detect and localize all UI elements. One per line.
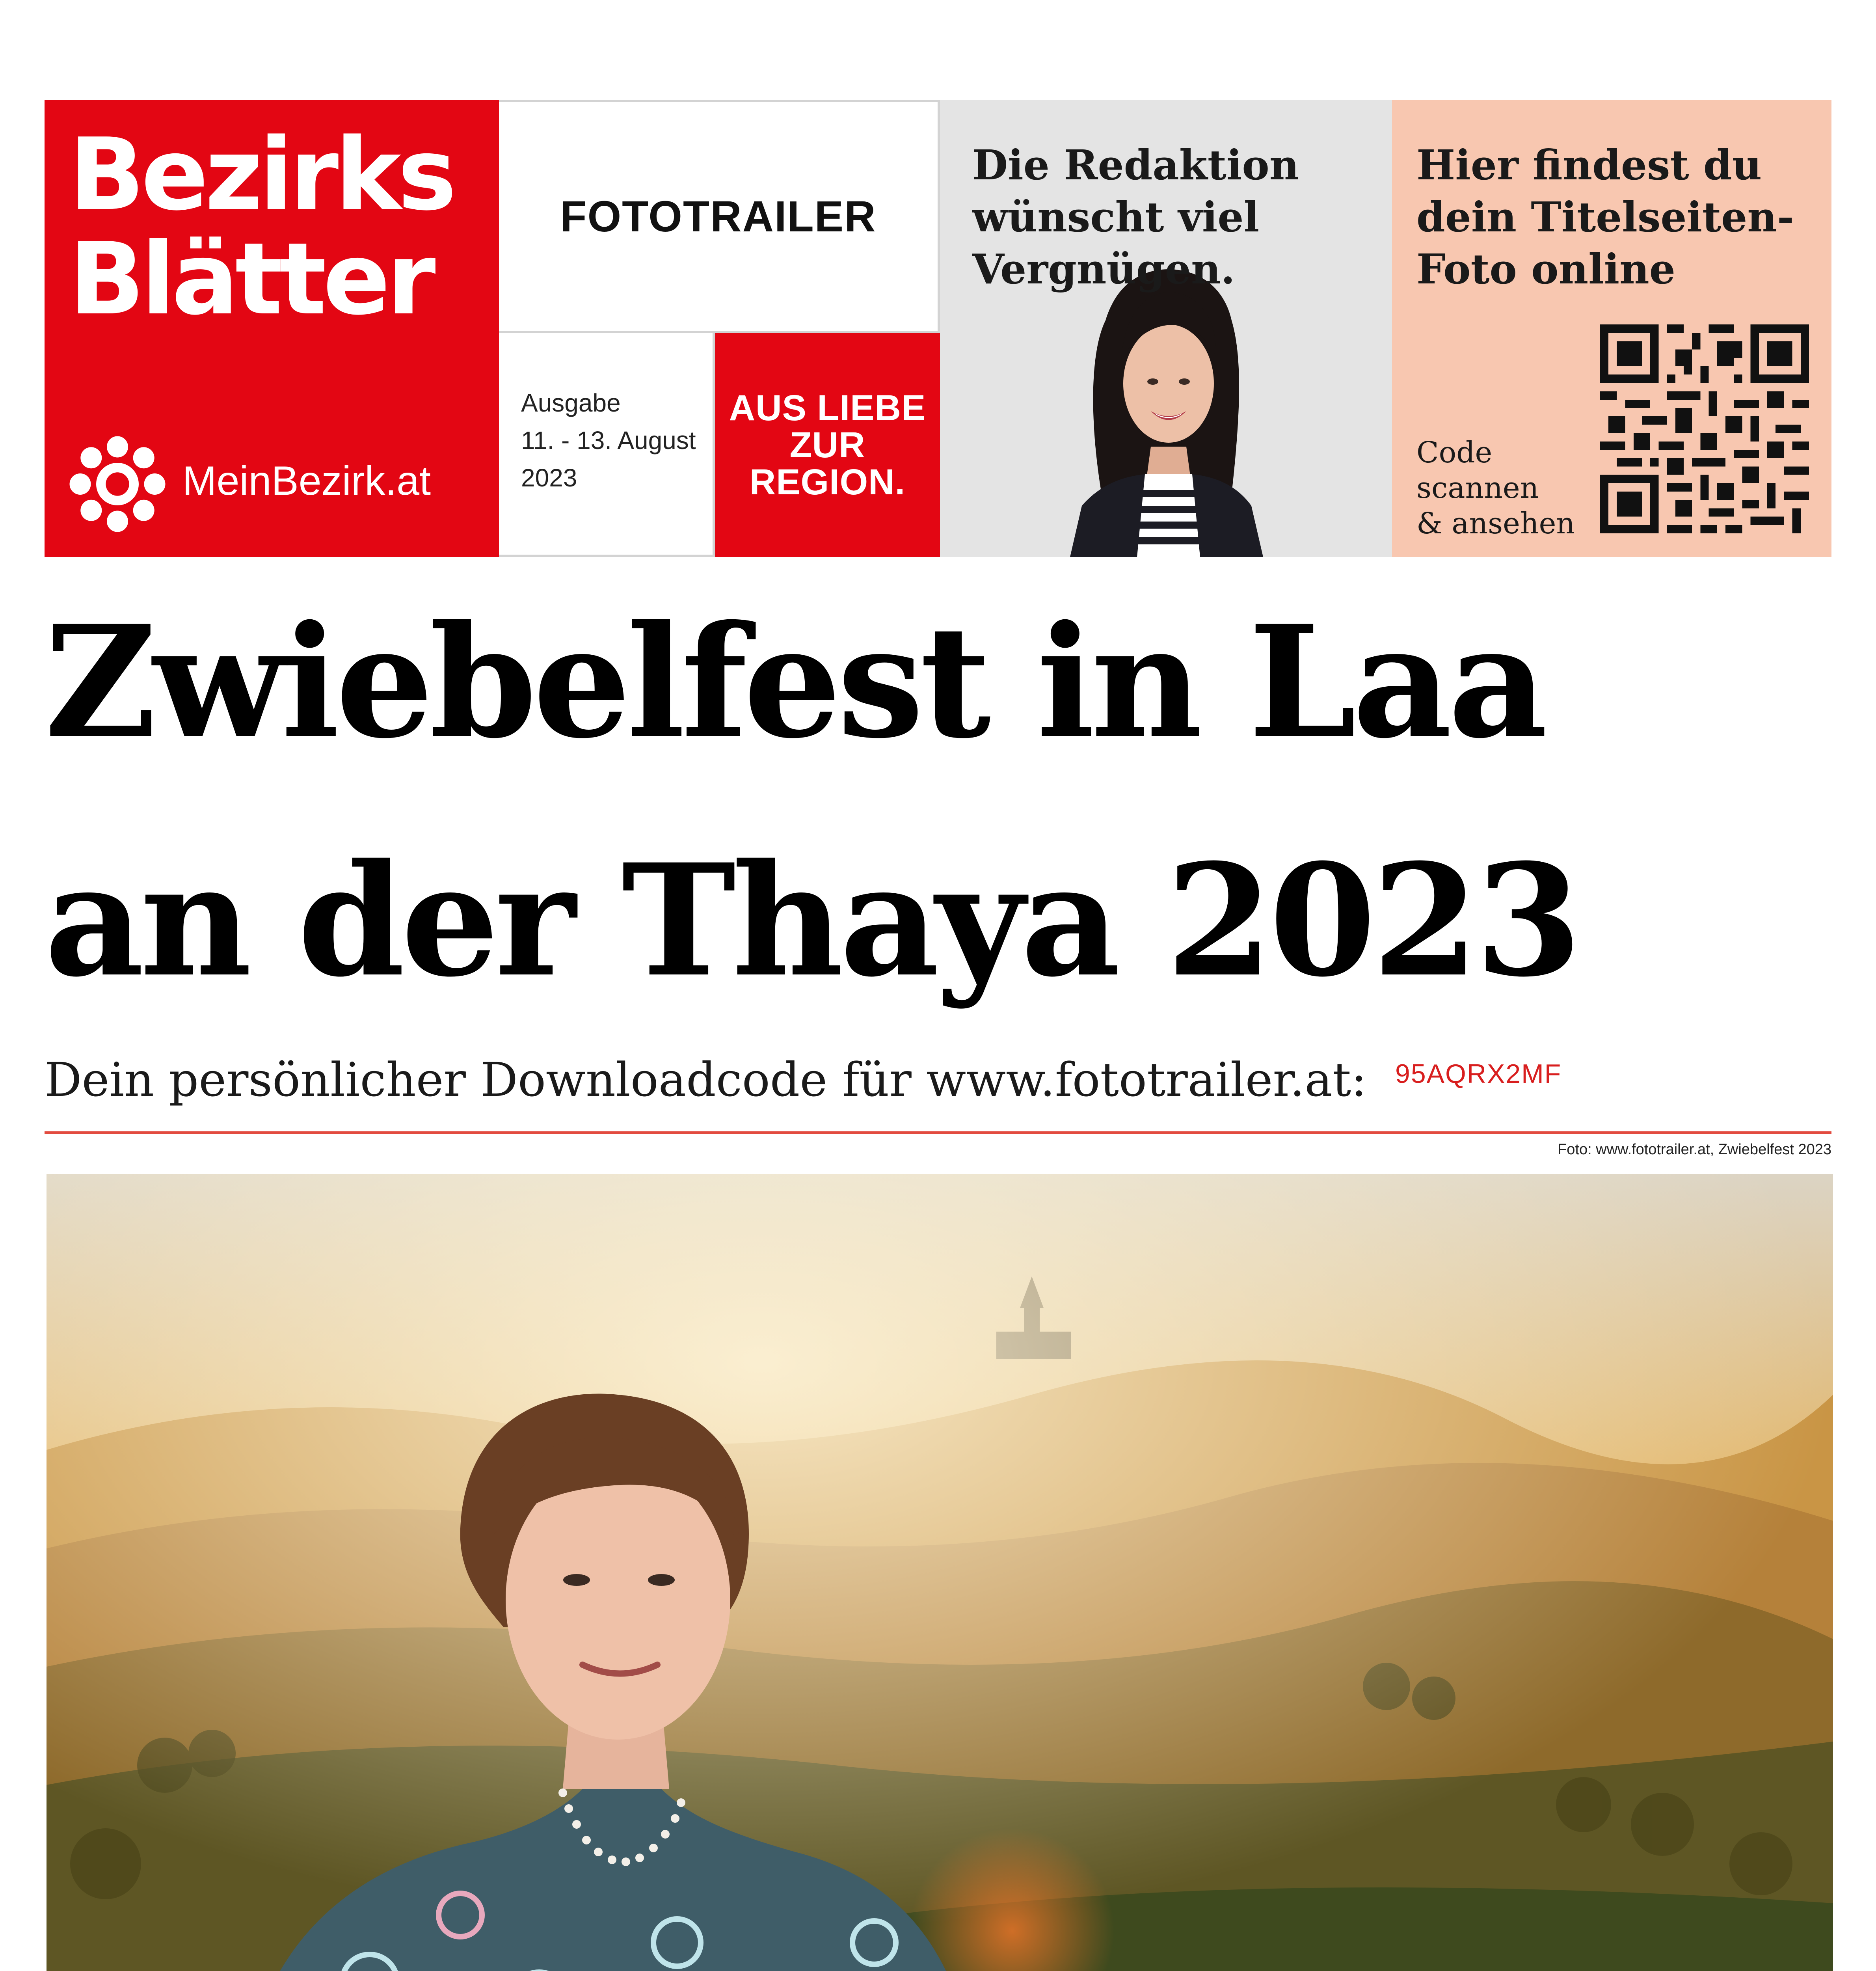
editorial-line1: Die Redaktion — [972, 141, 1299, 189]
qr-heading-line3: Foto online — [1416, 245, 1675, 293]
cover-photo-illustration — [47, 1174, 1833, 1971]
qr-heading-line1: Hier findest du — [1416, 141, 1762, 189]
logo-text-line1: Bezirks — [69, 117, 453, 233]
qr-heading-line2: dein Titelseiten- — [1416, 193, 1794, 241]
issue-label: Ausgabe — [521, 389, 621, 417]
issue-dates: 11. - 13. August — [521, 426, 696, 455]
download-label: Dein persönlicher Downloadcode für www.fototrailer.at: — [45, 1053, 1367, 1107]
editorial-line3: Vergnügen. — [972, 245, 1235, 293]
qr-caption-line3: & ansehen — [1416, 507, 1575, 540]
editorial-greeting — [940, 100, 1392, 557]
slogan-line1: AUS LIEBE — [729, 388, 926, 428]
meinbezirk-link[interactable]: MeinBezirk.at — [182, 458, 431, 504]
photo-credit: Foto: www.fototrailer.at, Zwiebelfest 2023 — [1558, 1141, 1831, 1158]
section-label-box — [499, 100, 940, 333]
qr-code-icon[interactable] — [1600, 324, 1809, 533]
qr-caption-line1: Code — [1416, 436, 1493, 469]
logo-text-line2: Blätter — [69, 222, 432, 337]
slogan-box — [715, 333, 940, 557]
bezirksblaetter-logo[interactable] — [45, 100, 499, 557]
headline-line2: an der Thaya 2023 — [45, 830, 1578, 1011]
issue-info — [499, 333, 715, 557]
issue-year: 2023 — [521, 464, 577, 492]
cover-photo — [47, 1174, 1833, 1971]
qr-heading — [1416, 139, 1794, 295]
sun-icon — [64, 431, 171, 537]
headline-line1: Zwiebelfest in Laa — [45, 592, 1544, 772]
editorial-line2: wünscht viel — [972, 193, 1260, 241]
section-label: FOTOTRAILER — [560, 192, 877, 241]
qr-caption-line2: scannen — [1416, 471, 1539, 505]
editorial-heading — [972, 139, 1299, 295]
qr-caption — [1416, 435, 1575, 541]
download-code[interactable]: 95AQRX2MF — [1395, 1059, 1562, 1089]
slogan-line2: ZUR — [789, 425, 865, 465]
slogan-line3: REGION. — [749, 462, 906, 502]
divider — [45, 1131, 1831, 1134]
qr-promo — [1392, 100, 1831, 557]
